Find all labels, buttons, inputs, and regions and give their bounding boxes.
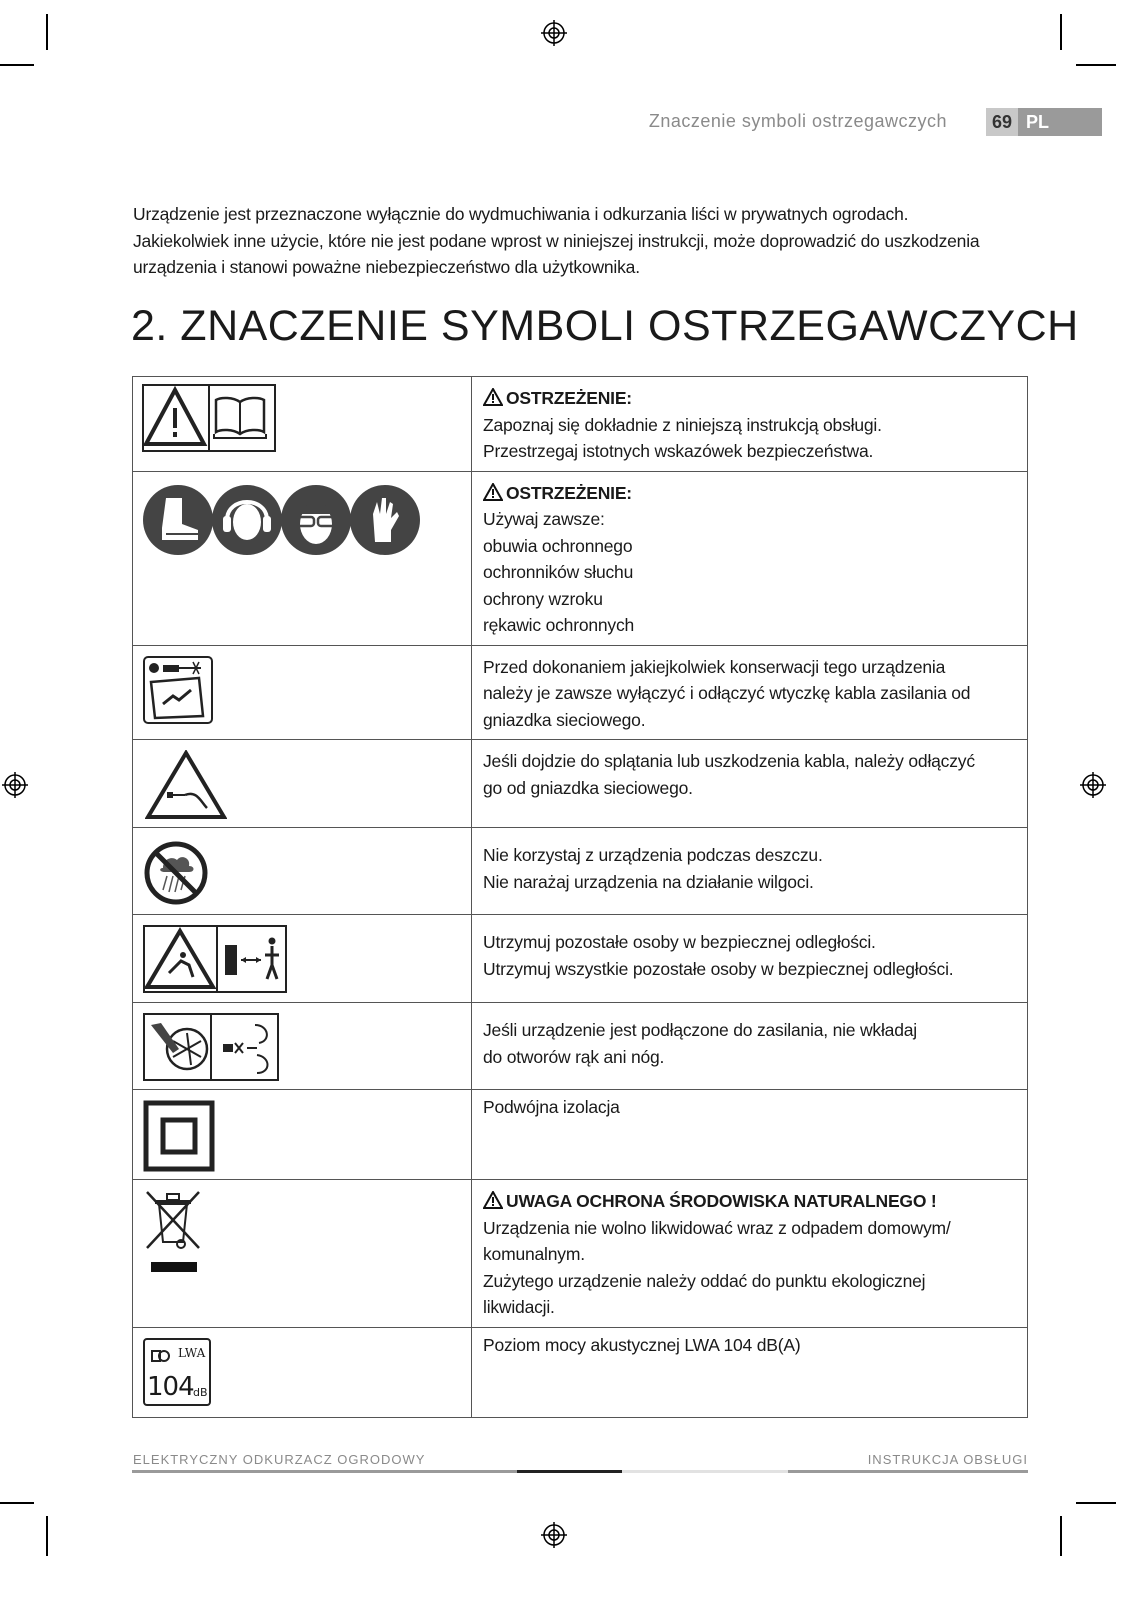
table-row bbox=[133, 471, 1028, 645]
description-cell bbox=[472, 1003, 1028, 1090]
description-cell bbox=[472, 740, 1028, 828]
table-row bbox=[133, 645, 1028, 740]
footer-rule-accent bbox=[517, 1470, 622, 1473]
warning-label: OSTRZEŻENIE: bbox=[483, 385, 1017, 412]
description-line: Przed dokonaniem jakiejkolwiek konserwacji tego urządzenia bbox=[483, 656, 946, 677]
description-line: komunalnym. bbox=[483, 1244, 585, 1264]
footer-rule bbox=[622, 1470, 788, 1473]
registration-mark-icon bbox=[2, 772, 28, 798]
table-row bbox=[133, 1327, 1028, 1417]
manual-book-icon bbox=[213, 394, 267, 440]
intro-line: Urządzenie jest przeznaczone wyłącznie do wydmuchiwania i odkurzania liści w prywatnych ogrodach. bbox=[133, 204, 909, 224]
crop-mark bbox=[46, 1516, 48, 1556]
description-line: go od gniazdka sieciowego. bbox=[483, 777, 693, 798]
description-cell bbox=[472, 645, 1028, 740]
description-cell bbox=[472, 828, 1028, 915]
symbol-cell bbox=[133, 1003, 472, 1090]
description-line: rękawic ochronnych bbox=[483, 615, 635, 635]
description-line: Nie narażaj urządzenia na działanie wilgoci. bbox=[483, 871, 814, 892]
registration-mark-icon bbox=[1080, 772, 1106, 798]
eye-protection-icon bbox=[280, 484, 352, 556]
crop-mark bbox=[1060, 14, 1062, 50]
table-row bbox=[133, 1003, 1028, 1090]
safety-boots-icon bbox=[142, 484, 214, 556]
warning-label: OSTRZEŻENIE: bbox=[483, 480, 1017, 507]
description-line: likwidacji. bbox=[483, 1297, 555, 1317]
sound-value: 104 bbox=[147, 1371, 194, 1402]
registration-mark-icon bbox=[541, 1522, 567, 1548]
description-cell bbox=[472, 1090, 1028, 1180]
page-title: 2. ZNACZENIE SYMBOLI OSTRZEGAWCZYCH bbox=[131, 302, 1079, 350]
table-row bbox=[133, 828, 1028, 915]
description-line: Zapoznaj się dokładnie z niniejszą instrukcją obsługi. bbox=[483, 414, 882, 435]
footer-rule bbox=[132, 1470, 517, 1473]
no-rain-icon bbox=[143, 840, 209, 906]
sound-power-level-icon bbox=[143, 1338, 211, 1406]
table-row bbox=[133, 1090, 1028, 1180]
symbols-table bbox=[132, 376, 1028, 1418]
weee-crossed-bin-icon bbox=[145, 1190, 201, 1276]
keep-bystanders-away-icon bbox=[143, 925, 287, 993]
speaker-icon bbox=[150, 1345, 172, 1367]
symbol-cell bbox=[133, 915, 472, 1003]
description-line: Urządzenia nie wolno likwidować wraz z odpadem domowym/ bbox=[483, 1217, 951, 1238]
warning-label: UWAGA OCHRONA ŚRODOWISKA NATURALNEGO ! bbox=[483, 1188, 1017, 1215]
page-header bbox=[0, 108, 1132, 136]
registration-mark-icon bbox=[541, 20, 567, 46]
symbol-cell bbox=[133, 645, 472, 740]
description-line: Podwójna izolacja bbox=[483, 1097, 620, 1117]
description-line: ochronników słuchu bbox=[483, 562, 634, 582]
warning-triangle-icon bbox=[483, 483, 503, 501]
description-line: gniazdka sieciowego. bbox=[483, 709, 646, 730]
description-line: Poziom mocy akustycznej LWA 104 dB(A) bbox=[483, 1334, 801, 1355]
crop-mark bbox=[0, 64, 34, 66]
unplug-before-maintenance-icon bbox=[143, 656, 213, 724]
description-cell bbox=[472, 1180, 1028, 1328]
footer-product-name: ELEKTRYCZNY ODKURZACZ OGRODOWY bbox=[133, 1452, 426, 1467]
double-insulation-icon bbox=[143, 1100, 215, 1172]
symbol-cell bbox=[133, 471, 472, 645]
description-line: Zużytego urządzenie należy oddać do punktu ekologicznej bbox=[483, 1270, 926, 1291]
description-cell bbox=[472, 915, 1028, 1003]
table-row bbox=[133, 1180, 1028, 1328]
description-line: ochrony wzroku bbox=[483, 588, 603, 609]
description-cell bbox=[472, 1327, 1028, 1417]
warning-triangle-icon bbox=[483, 1191, 503, 1209]
symbol-cell bbox=[133, 1090, 472, 1180]
crop-mark bbox=[46, 14, 48, 50]
footer-doc-type: INSTRUKCJA OBSŁUGI bbox=[867, 1452, 1028, 1467]
warning-triangle-icon bbox=[483, 388, 503, 406]
table-row bbox=[133, 740, 1028, 828]
intro-line: urządzenia i stanowi poważne niebezpieczeństwo dla użytkownika. bbox=[133, 257, 640, 277]
intro-line: Jakiekolwiek inne użycie, które nie jest podane wprost w niniejszej instrukcji, może doprowadzić do uszkodzenia bbox=[133, 230, 980, 251]
symbol-cell bbox=[133, 377, 472, 472]
description-line: obuwia ochronnego bbox=[483, 535, 633, 556]
cable-damage-warning-icon bbox=[145, 750, 227, 820]
gloves-icon bbox=[349, 484, 421, 556]
symbol-cell bbox=[133, 828, 472, 915]
description-cell bbox=[472, 377, 1028, 472]
description-line: Używaj zawsze: bbox=[483, 509, 605, 529]
language-tag: PL bbox=[1018, 108, 1102, 136]
section-title: Znaczenie symboli ostrzegawczych bbox=[648, 111, 947, 131]
symbol-cell bbox=[133, 1327, 472, 1417]
description-line: do otworów rąk ani nóg. bbox=[483, 1046, 665, 1067]
crop-mark bbox=[0, 1502, 34, 1504]
crop-mark bbox=[1076, 1502, 1116, 1504]
table-row bbox=[133, 915, 1028, 1003]
symbol-cell bbox=[133, 740, 472, 828]
crop-mark bbox=[1076, 64, 1116, 66]
symbol-cell bbox=[133, 1180, 472, 1328]
ear-protection-icon bbox=[211, 484, 283, 556]
description-line: Utrzymuj wszystkie pozostałe osoby w bezpiecznej odległości. bbox=[483, 958, 954, 979]
description-cell bbox=[472, 471, 1028, 645]
lwa-label: LWA bbox=[178, 1345, 206, 1360]
sound-unit: dB bbox=[193, 1385, 208, 1399]
table-row bbox=[133, 377, 1028, 472]
hands-feet-away-icon bbox=[143, 1013, 279, 1081]
description-line: Przestrzegaj istotnych wskazówek bezpieczeństwa. bbox=[483, 441, 874, 461]
description-line: Nie korzystaj z urządzenia podczas deszczu. bbox=[483, 845, 823, 865]
crop-mark bbox=[1060, 1516, 1062, 1556]
description-line: Utrzymuj pozostałe osoby w bezpiecznej odległości. bbox=[483, 932, 876, 952]
description-line: Jeśli dojdzie do splątania lub uszkodzenia kabla, należy odłączyć bbox=[483, 751, 975, 771]
description-line: Jeśli urządzenie jest podłączone do zasilania, nie wkładaj bbox=[483, 1020, 917, 1040]
page-number: 69 bbox=[986, 108, 1018, 136]
footer-rule bbox=[788, 1470, 1028, 1473]
description-line: należy je zawsze wyłączyć i odłączyć wtyczkę kabla zasilania od bbox=[483, 683, 971, 703]
intro-paragraph bbox=[133, 201, 1033, 281]
